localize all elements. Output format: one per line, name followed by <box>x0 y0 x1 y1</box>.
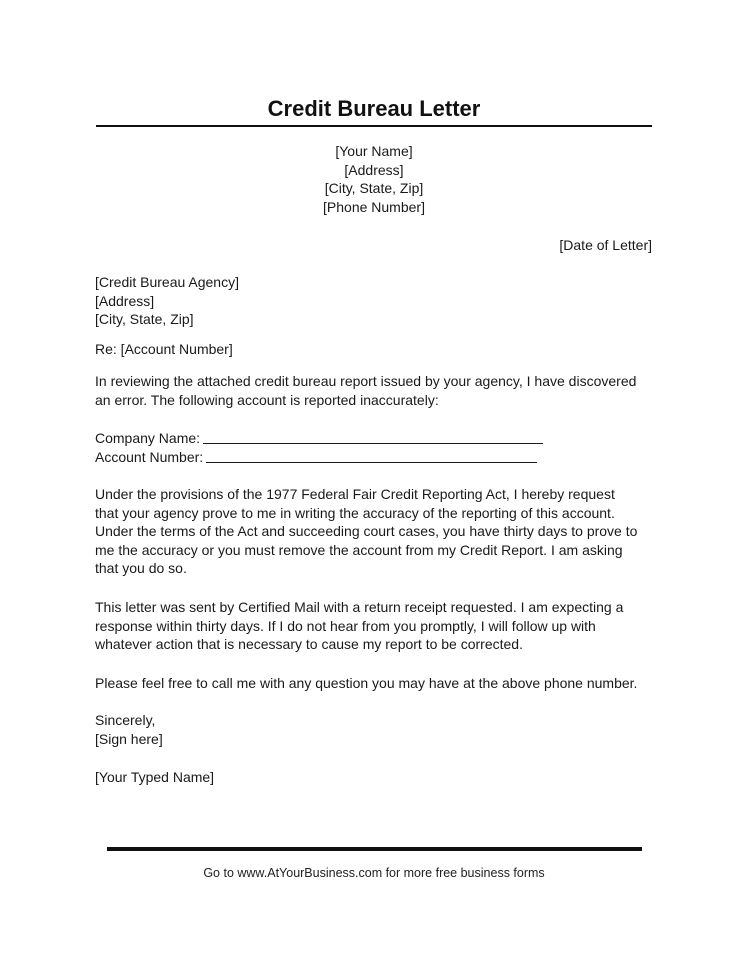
body3-line: Please feel free to call me with any question you may have at the above phone number. <box>95 675 638 691</box>
recipient-address: [Address] <box>95 292 155 309</box>
body2-line: This letter was sent by Certified Mail with a return receipt requested. I am expecting a <box>95 599 624 615</box>
body1-line: Under the terms of the Act and succeeding court cases, you have thirty days to prove to <box>95 523 638 540</box>
sender-phone: [Phone Number] <box>323 198 425 215</box>
intro-paragraph <box>95 372 655 409</box>
letter-date: [Date of Letter] <box>559 237 652 253</box>
account-number-row <box>95 448 655 467</box>
sender-address: [Address] <box>344 161 404 178</box>
body-paragraph-3 <box>95 674 655 693</box>
sender-block <box>300 142 448 216</box>
company-name-row <box>95 429 655 448</box>
closing-block <box>95 711 655 748</box>
intro-line: an error. The following account is reported inaccurately: <box>95 391 439 408</box>
typed-name: [Your Typed Name] <box>95 769 215 785</box>
body-paragraph-1 <box>95 485 655 578</box>
footer-divider <box>107 847 642 851</box>
title-divider <box>96 125 652 127</box>
sender-name: [Your Name] <box>335 143 413 159</box>
company-name-blank[interactable] <box>203 442 543 444</box>
signature-placeholder: [Sign here] <box>95 730 163 747</box>
account-number-blank[interactable] <box>206 461 537 463</box>
recipient-city-state-zip: [City, State, Zip] <box>95 311 194 328</box>
body1-line: me the accuracy or you must remove the account from my Credit Report. I am asking <box>95 541 623 558</box>
document-title: Credit Bureau Letter <box>267 96 481 121</box>
recipient-block <box>95 273 655 329</box>
body1-line: that your agency prove to me in writing the accuracy of the reporting of this account. <box>95 504 615 521</box>
body2-line: whatever action that is necessary to cause my report to be corrected. <box>95 636 523 653</box>
body-paragraph-2 <box>95 598 655 654</box>
body1-line: that you do so. <box>95 560 187 577</box>
re-line-block <box>95 340 655 359</box>
body2-line: response within thirty days. If I do not hear from you promptly, I will follow up with <box>95 617 596 634</box>
company-name-label: Company Name: <box>95 430 201 446</box>
account-fields <box>95 429 655 466</box>
body1-line: Under the provisions of the 1977 Federal Fair Credit Reporting Act, I hereby request <box>95 486 615 502</box>
recipient-agency: [Credit Bureau Agency] <box>95 274 239 290</box>
account-number-label: Account Number: <box>95 448 204 465</box>
valediction: Sincerely, <box>95 712 156 728</box>
footer-text: Go to www.AtYourBusiness.com for more free business forms <box>203 866 545 880</box>
re-line: Re: [Account Number] <box>95 341 233 357</box>
typed-name-block <box>95 768 655 787</box>
intro-line: In reviewing the attached credit bureau report issued by your agency, I have discovered <box>95 373 637 389</box>
sender-city-state-zip: [City, State, Zip] <box>324 180 424 197</box>
